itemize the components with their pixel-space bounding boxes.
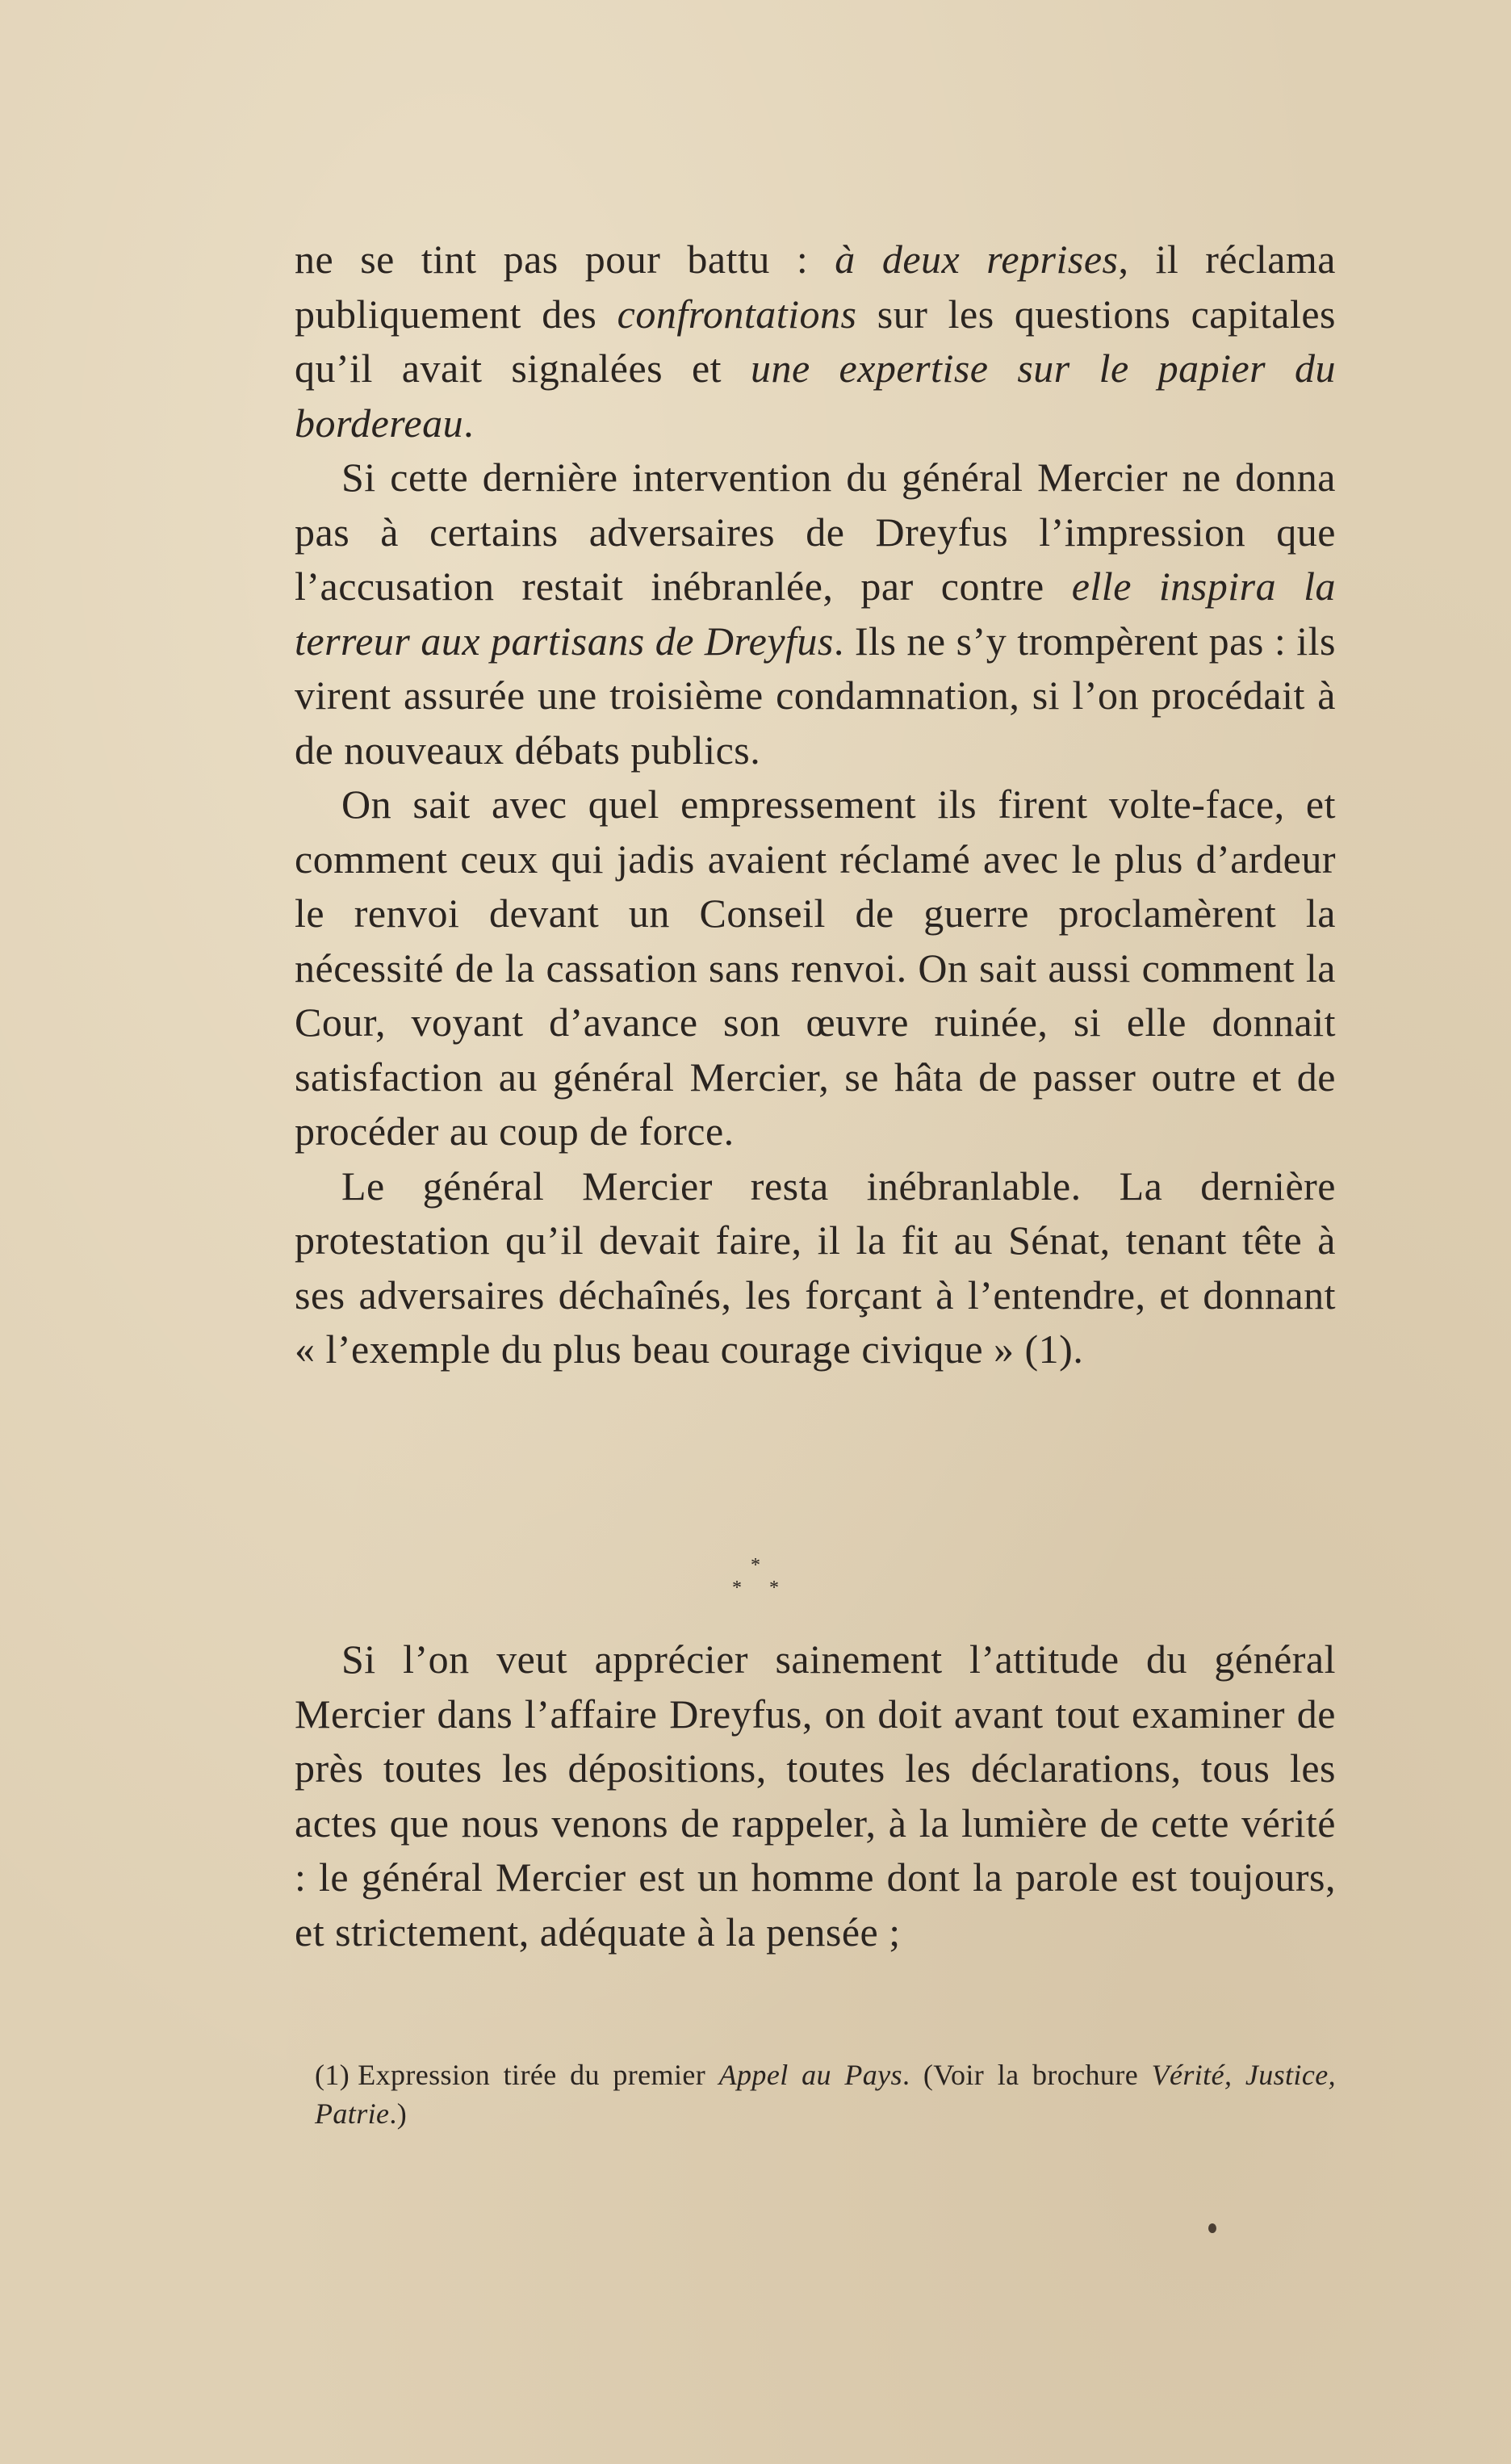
paper-speck xyxy=(1208,2223,1216,2233)
text-run: Si l’on veut apprécier sainement l’attitude du général Mercier dans l’affaire Dreyfus, on doit avant tout examiner de près toutes les dépositions, toutes les déclarations, tous les actes que nous venons de rappeler, à la lumière de cette vérité : le général Mercier est un homme dont la parole est toujours, et strictement, adéquate à la pensée ; xyxy=(295,1636,1336,1955)
text-run: ne se tint pas pour battu : xyxy=(295,237,835,282)
text-run: . Ils ne s’y trompèrent pas : ils virent assurée une troisième condamnation, si l’on procédait à de nouveaux débats publics. xyxy=(295,618,1336,773)
separator-star-top: * xyxy=(751,1555,760,1576)
text-run: Le général Mercier resta inébranlable. La dernière protestation qu’il devait faire, il la fit au Sénat, tenant tête à ses adversaires déchaînés, les forçant à l’entendre, et donnant « l’exemple du plus beau courage civique » (1). xyxy=(295,1163,1336,1372)
footnote-text xyxy=(315,2055,1336,2133)
footnote-number: (1) xyxy=(315,2059,350,2091)
main-text-bottom xyxy=(295,1632,1336,1959)
text-run: , il réclama publiquement des xyxy=(295,237,1336,337)
paragraph xyxy=(295,777,1336,1159)
footnote xyxy=(315,2055,1336,2133)
italic-run: Appel au Pays xyxy=(718,2059,902,2091)
italic-run: elle inspira la terreur aux partisans de Dreyfus xyxy=(295,564,1336,664)
main-text-top xyxy=(295,233,1336,1377)
text-run: . (Voir la brochure xyxy=(902,2059,1152,2091)
paragraph xyxy=(295,233,1336,450)
paragraph xyxy=(295,1159,1336,1377)
italic-run: Vérité, Justice, Patrie xyxy=(315,2059,1336,2130)
italic-run: confrontations xyxy=(617,291,857,337)
text-run: On sait avec quel empressement ils firent volte-face, et comment ceux qui jadis avaient réclamé avec le plus d’ardeur le renvoi devant un Conseil de guerre proclamèrent la nécessité de la cassation sans renvoi. On sait aussi comment la Cour, voyant d’avance son œuvre ruinée, si elle donnait satisfaction au général Mercier, se hâta de passer outre et de procéder au coup de force. xyxy=(295,782,1336,1154)
paragraph xyxy=(295,1632,1336,1959)
italic-run: à deux reprises xyxy=(835,237,1119,282)
italic-run: une expertise sur le papier du bordereau xyxy=(295,346,1337,446)
footnote-body xyxy=(315,2059,1336,2130)
text-run: . xyxy=(463,400,475,446)
text-run: Si cette dernière intervention du général Mercier ne donna pas à certains adversaires de Dreyfus l’impression que l’accusation restait inébranlée, par contre xyxy=(295,455,1336,609)
section-separator xyxy=(0,1554,1511,1599)
paragraph xyxy=(295,450,1336,777)
separator-star-bottom: * * xyxy=(732,1578,790,1599)
text-run: sur les questions capitales qu’il avait signalées et xyxy=(295,291,1336,391)
text-run: .) xyxy=(389,2097,408,2130)
text-run: Expression tirée du premier xyxy=(358,2059,719,2091)
